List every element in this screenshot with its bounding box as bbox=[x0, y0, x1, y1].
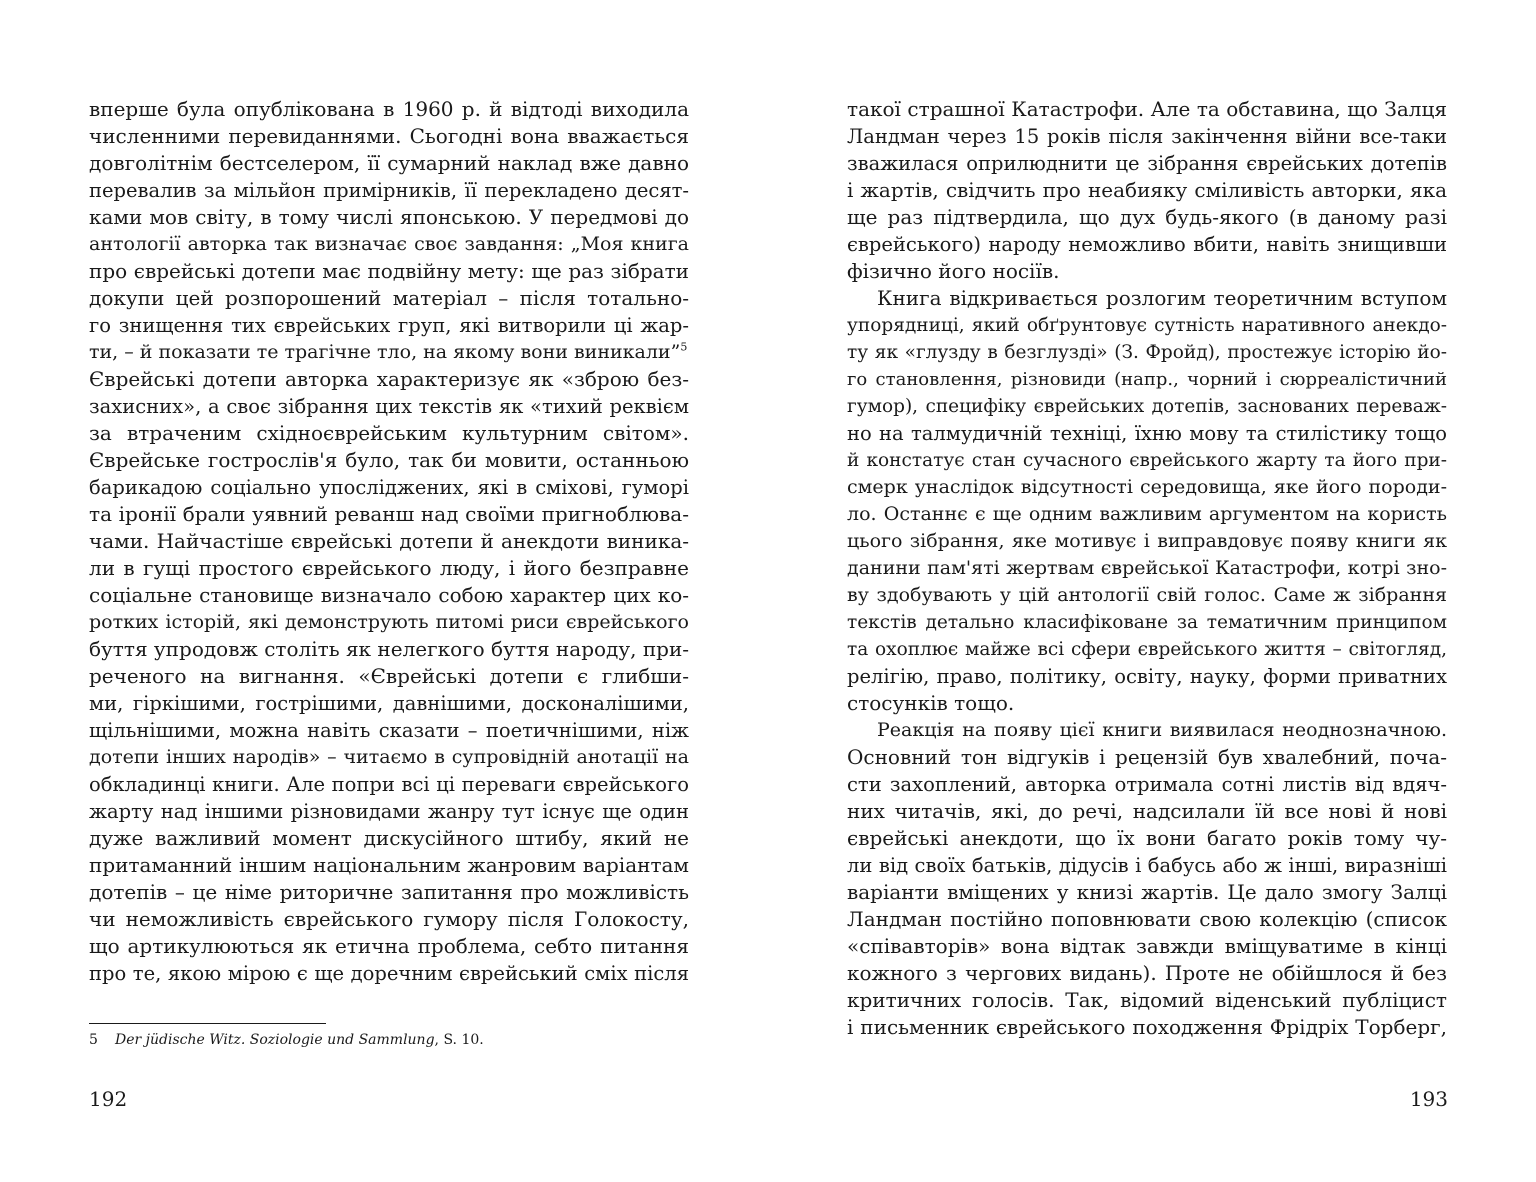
text-line: дуже важливий момент дискусійного штибу, який не bbox=[89, 826, 689, 850]
text-line: буття упродовж століть як нелегкого буття народу, при- bbox=[89, 637, 689, 661]
text-line: сти захоплений, авторка отримала сотні листів від вдяч- bbox=[847, 773, 1447, 796]
text-line: варіанти вміщених у книзі жартів. Це дало змогу Залці bbox=[847, 880, 1447, 904]
text-line: стосунків тощо. bbox=[847, 691, 1015, 715]
text-line: єврейського) народу неможливо вбити, навіть знищивши bbox=[847, 233, 1447, 256]
text-line: за втраченим східноєврейським культурним світом». bbox=[89, 421, 689, 445]
text-line: чи неможливість єврейського гумору після Голокосту, bbox=[89, 907, 689, 931]
text-line: критичних голосів. Так, відомий віденський публіцист bbox=[847, 988, 1447, 1012]
text-line: та іронії брали уявний реванш над своїми пригноблюва- bbox=[89, 502, 689, 526]
text-line: упорядниці, який обґрунтовує сутність наративного анекдо- bbox=[847, 315, 1447, 336]
footnote-title: Der jüdische Witz. Soziologie und Sammlung bbox=[115, 1032, 435, 1048]
text-line: релігію, право, політику, освіту, науку, форми приватних bbox=[847, 665, 1447, 688]
text-line: такої страшної Катастрофи. Але та обставина, що Залця bbox=[847, 97, 1447, 121]
text-line: обкладинці книги. Але попри всі ці переваги єврейського bbox=[89, 773, 689, 796]
text-line: антології авторка так визначає своє завдання: „Моя книга bbox=[89, 233, 689, 255]
text-line: текстів детально класифіковане за тематичним принципом bbox=[847, 612, 1447, 633]
text-line: фізично його носіїв. bbox=[847, 259, 1060, 283]
text-line: докупи цей розпорошений матеріал – після тотально- bbox=[89, 286, 689, 310]
text-line: жарту над іншими різновидами жанру тут існує ще один bbox=[89, 800, 689, 823]
text-line: барикадою соціально упосліджених, які в сміхові, гуморі bbox=[89, 476, 689, 499]
left-page-body bbox=[89, 96, 689, 987]
text-line-content: ти, – й показати те трагічне тло, на якому вони виникали” bbox=[89, 341, 681, 363]
text-line: Основний тон відгуків і рецензій був хвалебний, поча- bbox=[847, 745, 1447, 769]
text-line: захисних», а своє зібрання цих текстів як «тихий реквієм bbox=[89, 395, 689, 418]
text-line: дотепи інших народів» – читаємо в супровідній анотації на bbox=[89, 746, 689, 768]
text-line: зважилася оприлюднити це зібрання єврейських дотепів bbox=[847, 152, 1447, 175]
text-line: Єврейські дотепи авторка характеризує як «зброю без- bbox=[89, 367, 689, 391]
text-line: го становлення, різновиди (напр., чорний і сюрреалістичний bbox=[847, 369, 1447, 390]
text-line: та охоплює майже всі сфери єврейського життя – світогляд, bbox=[847, 639, 1447, 660]
text-line: Єврейське гострослів'я було, так би мовити, останньою bbox=[89, 448, 689, 472]
text-line: єврейські анекдоти, що їх вони багато років тому чу- bbox=[847, 826, 1447, 850]
text-line: ло. Останнє є ще одним важливим аргументом на користь bbox=[847, 503, 1447, 525]
text-line: Реакція на появу цієї книги виявилася неоднозначною. bbox=[877, 719, 1447, 741]
text-line: «співавторів» вона відтак завжди вміщуватиме в кінці bbox=[847, 934, 1447, 958]
text-line: ротких історій, які демонструють питомі риси єврейського bbox=[89, 611, 689, 633]
text-line: ще раз підтвердила, що дух будь-якого (в даному разі bbox=[847, 205, 1447, 229]
text-line: соціальне становище визначало собою характер цих ко- bbox=[89, 583, 689, 607]
footnote-reference[interactable]: 5 bbox=[680, 340, 688, 354]
text-line: реченого на вигнання. «Єврейські дотепи є глибши- bbox=[89, 664, 689, 688]
footnote bbox=[89, 1031, 484, 1049]
text-line: них читачів, які, до речі, надсилали їй все нові й нові bbox=[847, 799, 1447, 823]
text-line: ли в гущі простого єврейського люду, і його безправне bbox=[89, 556, 689, 580]
text-line: ли від своїх батьків, дідусів і бабусь або ж інші, виразніші bbox=[847, 854, 1447, 877]
text-line: що артикулюються як етична проблема, себто питання bbox=[89, 934, 689, 958]
text-line: численними перевиданнями. Сьогодні вона вважається bbox=[89, 124, 689, 148]
text-line: ву здобувають у цій антології свій голос. Саме ж зібрання bbox=[847, 584, 1447, 606]
text-line: довголітнім бестселером, її сумарний наклад вже давно bbox=[89, 151, 689, 175]
page-number-left: 192 bbox=[89, 1087, 128, 1111]
text-line: го знищення тих єврейських груп, які витворили ці жар- bbox=[89, 314, 689, 337]
text-line: Ландман через 15 років після закінчення війни все-таки bbox=[847, 125, 1447, 148]
text-line: цього зібрання, яке мотивує і виправдовує появу книги як bbox=[847, 530, 1447, 552]
text-line: про те, якою мірою є ще доречним єврейський сміх після bbox=[89, 962, 689, 985]
text-line: вперше була опублікована в 1960 р. й відтоді виходила bbox=[89, 97, 689, 121]
text-line: ту як «глузду в безглузді» (З. Фройд), простежує історію йо- bbox=[847, 342, 1447, 363]
text-line: ками мов світу, в тому числі японською. У передмові до bbox=[89, 205, 689, 229]
text-line: гумор), специфіку єврейських дотепів, заснованих переваж- bbox=[847, 396, 1447, 417]
text-line: кожного з чергових видань). Проте не обійшлося й без bbox=[847, 961, 1447, 985]
text-line: і письменник єврейського походження Фрідріх Торберг, bbox=[847, 1015, 1447, 1039]
text-line: Ландман постійно поповнювати свою колекцію (список bbox=[847, 907, 1447, 931]
footnote-divider bbox=[89, 1023, 326, 1024]
text-line: но на талмудичній техніці, їхню мову та стилістику тощо bbox=[847, 422, 1447, 445]
footnote-page: , S. 10. bbox=[434, 1032, 484, 1048]
text-line: чами. Найчастіше єврейські дотепи й анекдоти виника- bbox=[89, 529, 689, 553]
text-line: ми, гіркішими, гострішими, давнішими, досконалішими, bbox=[89, 692, 689, 715]
text-line: притаманний іншим національним жанровим варіантам bbox=[89, 853, 689, 877]
text-line: данини пам'яті жертвам єврейської Катастрофи, котрі зно- bbox=[847, 557, 1447, 579]
page-number-right: 193 bbox=[1409, 1087, 1448, 1111]
text-line: дотепів – це німе риторичне запитання про можливість bbox=[89, 880, 689, 904]
text-line: смерк унаслідок відсутності середовища, яке його породи- bbox=[847, 476, 1447, 498]
footnote-number: 5 bbox=[89, 1032, 98, 1048]
text-line: перевалив за мільйон примірників, її перекладено десят- bbox=[89, 179, 689, 202]
text-line: щільнішими, можна навіть сказати – поетичнішими, ніж bbox=[89, 719, 689, 742]
text-line: Книга відкривається розлогим теоретичним вступом bbox=[877, 286, 1447, 310]
text-line bbox=[89, 339, 689, 366]
text-line: й констатує стан сучасного єврейського жарту та його при- bbox=[847, 450, 1447, 471]
right-page-body bbox=[847, 96, 1447, 1041]
text-line: про єврейські дотепи має подвійну мету: ще раз зібрати bbox=[89, 259, 689, 283]
text-line: і жартів, свідчить про неабияку сміливість авторки, яка bbox=[847, 178, 1447, 202]
